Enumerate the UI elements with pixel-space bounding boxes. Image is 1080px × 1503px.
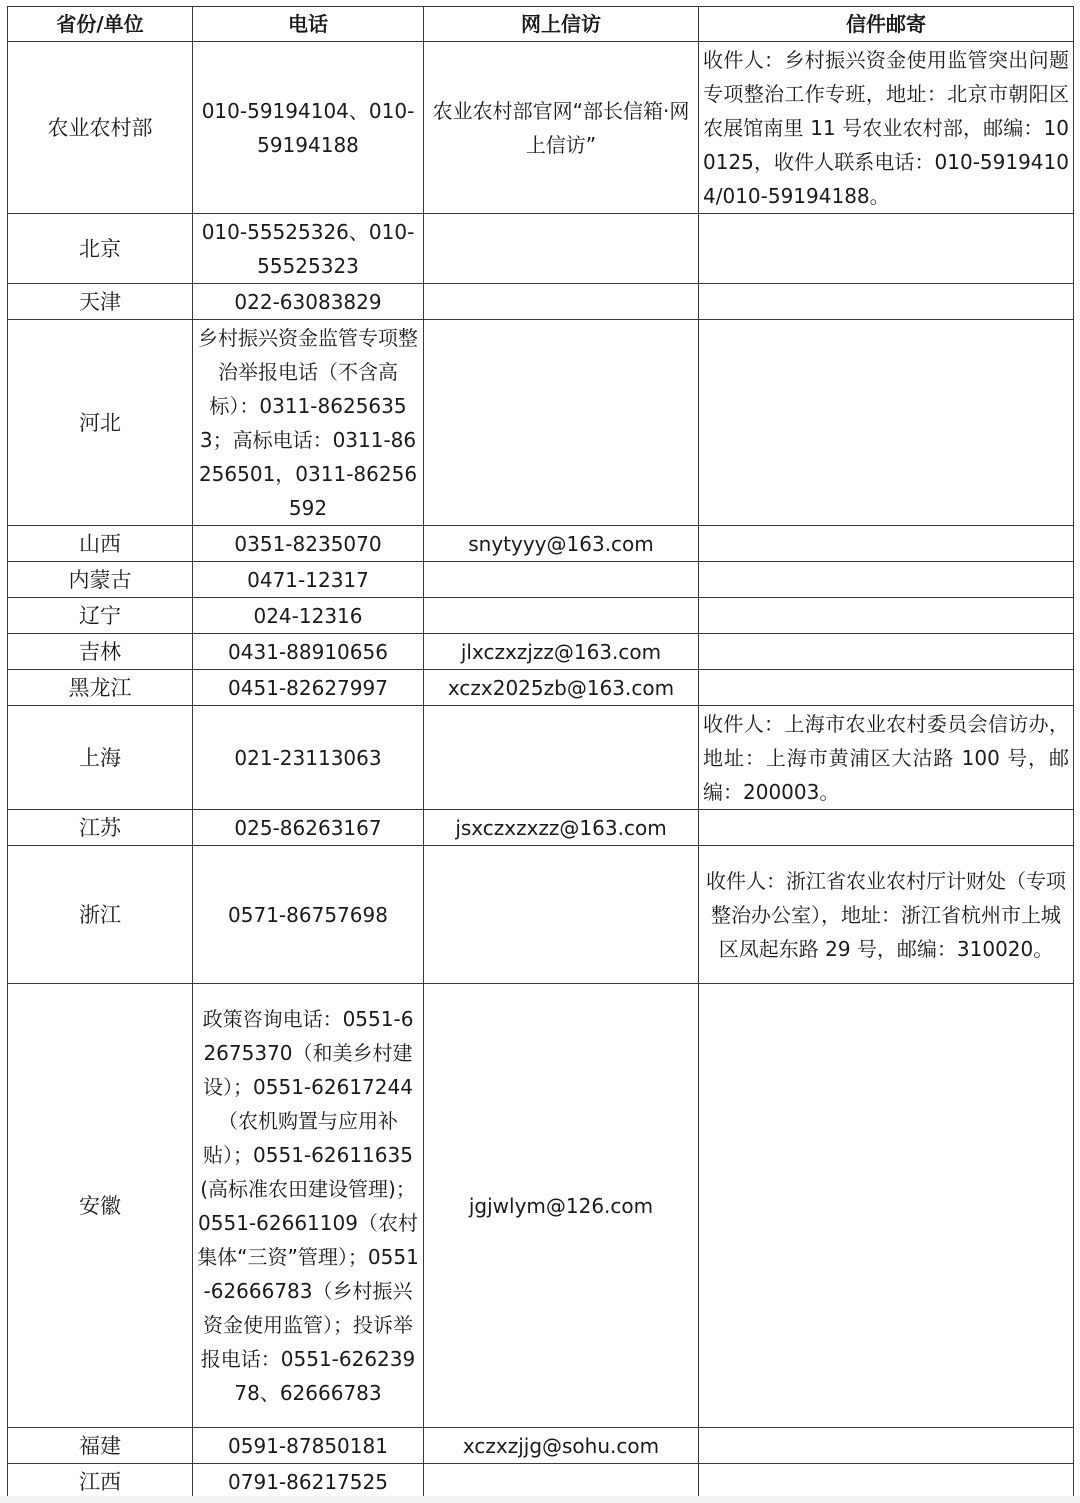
table-row bbox=[8, 526, 1074, 562]
mail-cell: 收件人：浙江省农业农村厅计财处（专项整治办公室），地址：浙江省杭州市上城区凤起东路 29 号，邮编：310020。 bbox=[699, 846, 1074, 984]
phone-cell: 0451-82627997 bbox=[193, 670, 424, 706]
region-cell: 浙江 bbox=[8, 846, 193, 984]
table-row bbox=[8, 562, 1074, 598]
online-cell bbox=[424, 598, 699, 634]
region-cell: 山西 bbox=[8, 526, 193, 562]
phone-cell: 010-55525326、010-55525323 bbox=[193, 214, 424, 284]
bottom-strip bbox=[0, 1496, 1080, 1503]
region-cell: 安徽 bbox=[8, 984, 193, 1428]
online-cell: xczx2025zb@163.com bbox=[424, 670, 699, 706]
phone-cell: 0351-8235070 bbox=[193, 526, 424, 562]
mail-cell bbox=[699, 1428, 1074, 1464]
online-cell bbox=[424, 214, 699, 284]
phone-cell: 010-59194104、010-59194188 bbox=[193, 42, 424, 214]
table-row bbox=[8, 670, 1074, 706]
mail-cell bbox=[699, 598, 1074, 634]
mail-cell: 收件人：乡村振兴资金使用监管突出问题专项整治工作专班，地址：北京市朝阳区农展馆南里 11 号农业农村部，邮编：100125，收件人联系电话：010-59194104/010-59194188。 bbox=[699, 42, 1074, 214]
region-cell: 江苏 bbox=[8, 810, 193, 846]
online-cell: jgjwlym@126.com bbox=[424, 984, 699, 1428]
table-row bbox=[8, 214, 1074, 284]
phone-cell: 024-12316 bbox=[193, 598, 424, 634]
table-row bbox=[8, 284, 1074, 320]
mail-cell bbox=[699, 810, 1074, 846]
phone-cell: 025-86263167 bbox=[193, 810, 424, 846]
phone-cell: 022-63083829 bbox=[193, 284, 424, 320]
region-cell: 农业农村部 bbox=[8, 42, 193, 214]
contacts-table bbox=[7, 6, 1074, 1500]
table-row bbox=[8, 320, 1074, 526]
table-row bbox=[8, 846, 1074, 984]
phone-cell: 0791-86217525 bbox=[193, 1464, 424, 1500]
online-cell bbox=[424, 846, 699, 984]
table-row bbox=[8, 1464, 1074, 1500]
region-cell: 吉林 bbox=[8, 634, 193, 670]
table-row bbox=[8, 634, 1074, 670]
phone-cell: 0471-12317 bbox=[193, 562, 424, 598]
online-cell: snytyyy@163.com bbox=[424, 526, 699, 562]
online-cell bbox=[424, 284, 699, 320]
table-row bbox=[8, 810, 1074, 846]
region-cell: 上海 bbox=[8, 706, 193, 810]
table-row bbox=[8, 42, 1074, 214]
header-online: 网上信访 bbox=[424, 7, 699, 42]
region-cell: 黑龙江 bbox=[8, 670, 193, 706]
mail-cell bbox=[699, 214, 1074, 284]
region-cell: 北京 bbox=[8, 214, 193, 284]
region-cell: 江西 bbox=[8, 1464, 193, 1500]
online-cell bbox=[424, 1464, 699, 1500]
phone-cell: 0591-87850181 bbox=[193, 1428, 424, 1464]
header-row bbox=[8, 7, 1074, 42]
header-phone: 电话 bbox=[193, 7, 424, 42]
online-cell bbox=[424, 562, 699, 598]
mail-cell bbox=[699, 320, 1074, 526]
table-row bbox=[8, 598, 1074, 634]
online-cell: jsxczxzxzz@163.com bbox=[424, 810, 699, 846]
mail-cell bbox=[699, 562, 1074, 598]
mail-cell: 收件人：上海市农业农村委员会信访办，地址：上海市黄浦区大沽路 100 号，邮编：200003。 bbox=[699, 706, 1074, 810]
table-row bbox=[8, 706, 1074, 810]
region-cell: 辽宁 bbox=[8, 598, 193, 634]
phone-cell: 021-23113063 bbox=[193, 706, 424, 810]
mail-cell bbox=[699, 526, 1074, 562]
online-cell bbox=[424, 706, 699, 810]
region-cell: 河北 bbox=[8, 320, 193, 526]
mail-cell bbox=[699, 634, 1074, 670]
header-region: 省份/单位 bbox=[8, 7, 193, 42]
mail-cell bbox=[699, 1464, 1074, 1500]
phone-cell: 乡村振兴资金监管专项整治举报电话（不含高标）：0311-86256353；高标电话：0311-86256501，0311-86256592 bbox=[193, 320, 424, 526]
phone-cell: 0571-86757698 bbox=[193, 846, 424, 984]
mail-cell bbox=[699, 670, 1074, 706]
region-cell: 福建 bbox=[8, 1428, 193, 1464]
table-row bbox=[8, 1428, 1074, 1464]
online-cell: jlxczxzjzz@163.com bbox=[424, 634, 699, 670]
mail-cell bbox=[699, 284, 1074, 320]
region-cell: 内蒙古 bbox=[8, 562, 193, 598]
phone-cell: 0431-88910656 bbox=[193, 634, 424, 670]
table-row bbox=[8, 984, 1074, 1428]
online-cell bbox=[424, 320, 699, 526]
online-cell: 农业农村部官网“部长信箱·网上信访” bbox=[424, 42, 699, 214]
online-cell: xczxzjjg@sohu.com bbox=[424, 1428, 699, 1464]
region-cell: 天津 bbox=[8, 284, 193, 320]
header-mail: 信件邮寄 bbox=[699, 7, 1074, 42]
phone-cell: 政策咨询电话：0551-62675370（和美乡村建设）；0551-62617244（农机购置与应用补贴）；0551-62611635 (高标准农田建设管理)；0551-62661109（农村集体“三资”管理）；0551-62666783（乡村振兴资金使用监管）；投诉举报电话：0551-62623978、62666783 bbox=[193, 984, 424, 1428]
mail-cell bbox=[699, 984, 1074, 1428]
